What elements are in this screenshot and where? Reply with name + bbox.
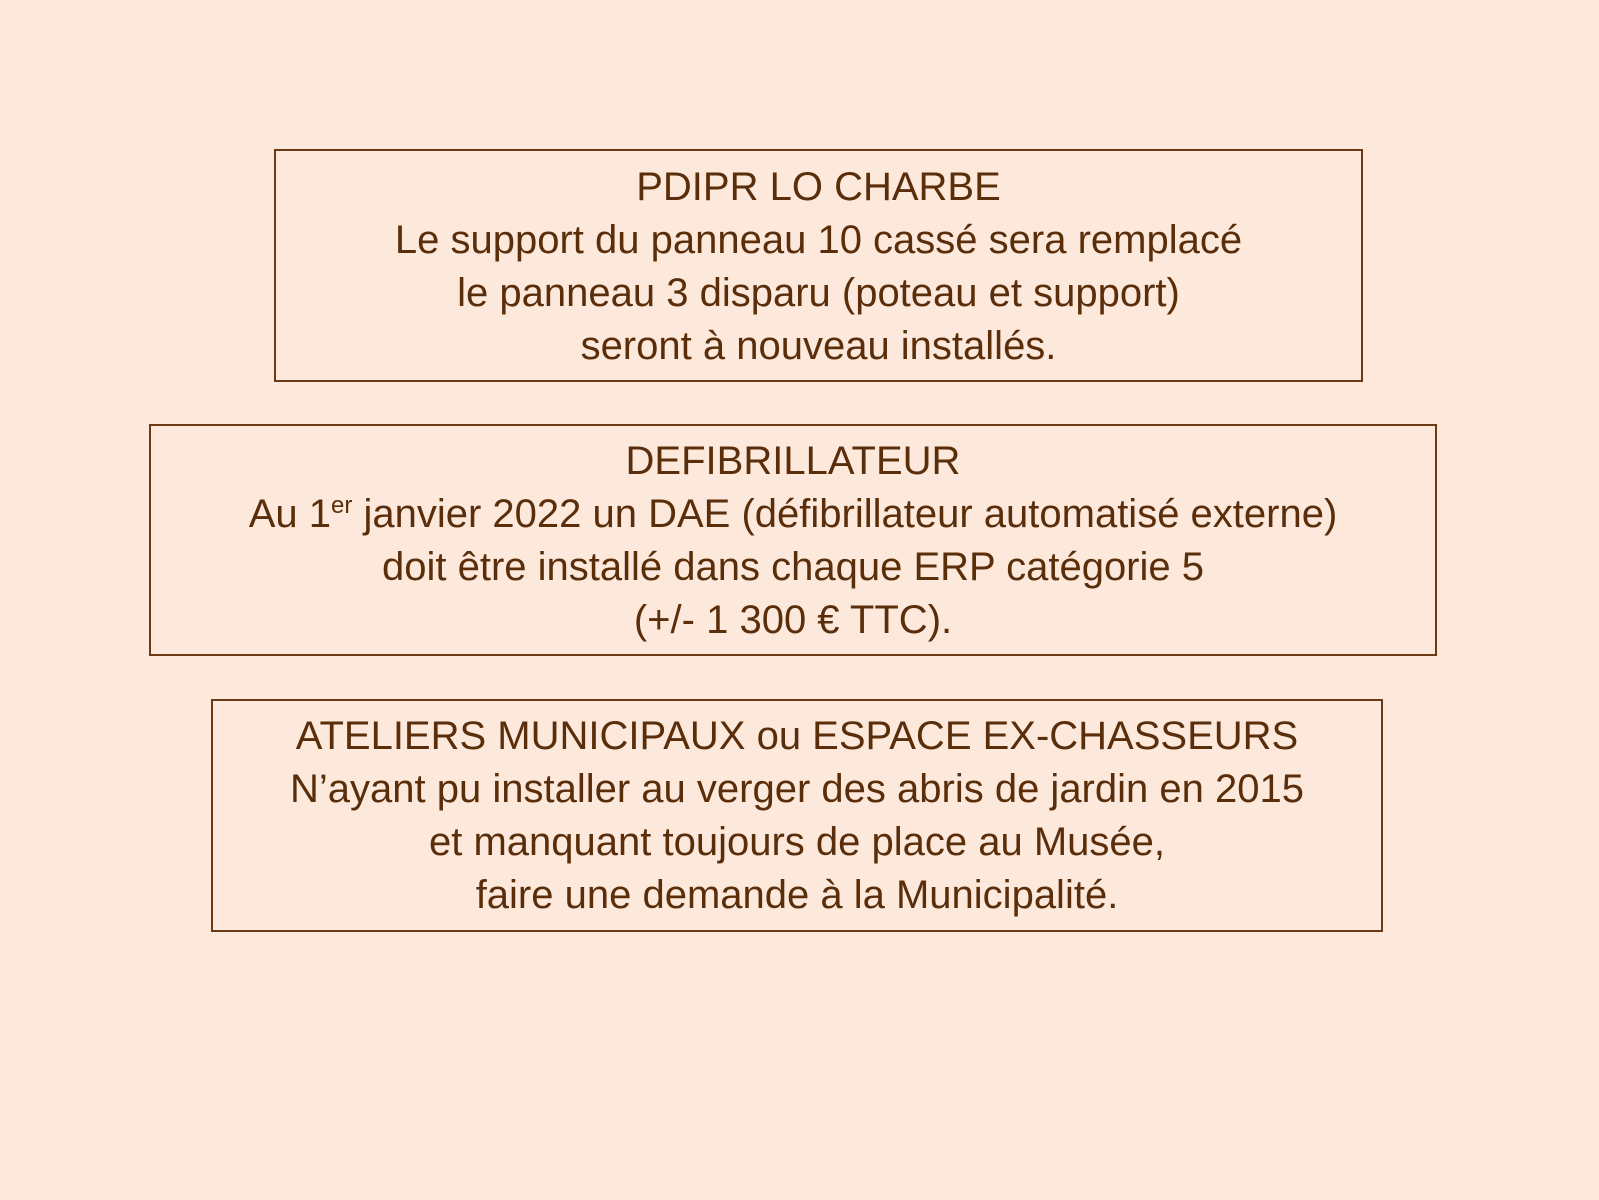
defibrillateur-line-2: doit être installé dans chaque ERP catégorie 5 bbox=[381, 545, 1204, 589]
defibrillateur-line-1-prefix: Au 1 bbox=[248, 492, 331, 536]
defibrillateur-title: DEFIBRILLATEUR bbox=[625, 439, 961, 483]
pdipr-title: PDIPR LO CHARBE bbox=[636, 165, 1001, 209]
defibrillateur-line-1 bbox=[151, 488, 1435, 541]
defibrillateur-line-1-suffix: janvier 2022 un DAE (défibrillateur automatisé externe) bbox=[352, 492, 1338, 536]
pdipr-box bbox=[274, 149, 1363, 382]
ordinal-superscript: er bbox=[330, 492, 353, 519]
ateliers-title: ATELIERS MUNICIPAUX ou ESPACE EX-CHASSEURS bbox=[295, 714, 1299, 758]
pdipr-line-2: le panneau 3 disparu (poteau et support) bbox=[457, 271, 1180, 315]
ateliers-line-1: N’ayant pu installer au verger des abris de jardin en 2015 bbox=[290, 767, 1304, 811]
ateliers-box bbox=[211, 699, 1383, 932]
ateliers-line-2: et manquant toujours de place au Musée, bbox=[428, 820, 1166, 864]
defibrillateur-line-3: (+/- 1 300 € TTC). bbox=[633, 598, 953, 642]
ateliers-line-3: faire une demande à la Municipalité. bbox=[475, 873, 1119, 917]
pdipr-line-3: seront à nouveau installés. bbox=[580, 324, 1057, 368]
pdipr-line-1: Le support du panneau 10 cassé sera remplacé bbox=[394, 218, 1243, 262]
defibrillateur-box bbox=[149, 424, 1437, 656]
